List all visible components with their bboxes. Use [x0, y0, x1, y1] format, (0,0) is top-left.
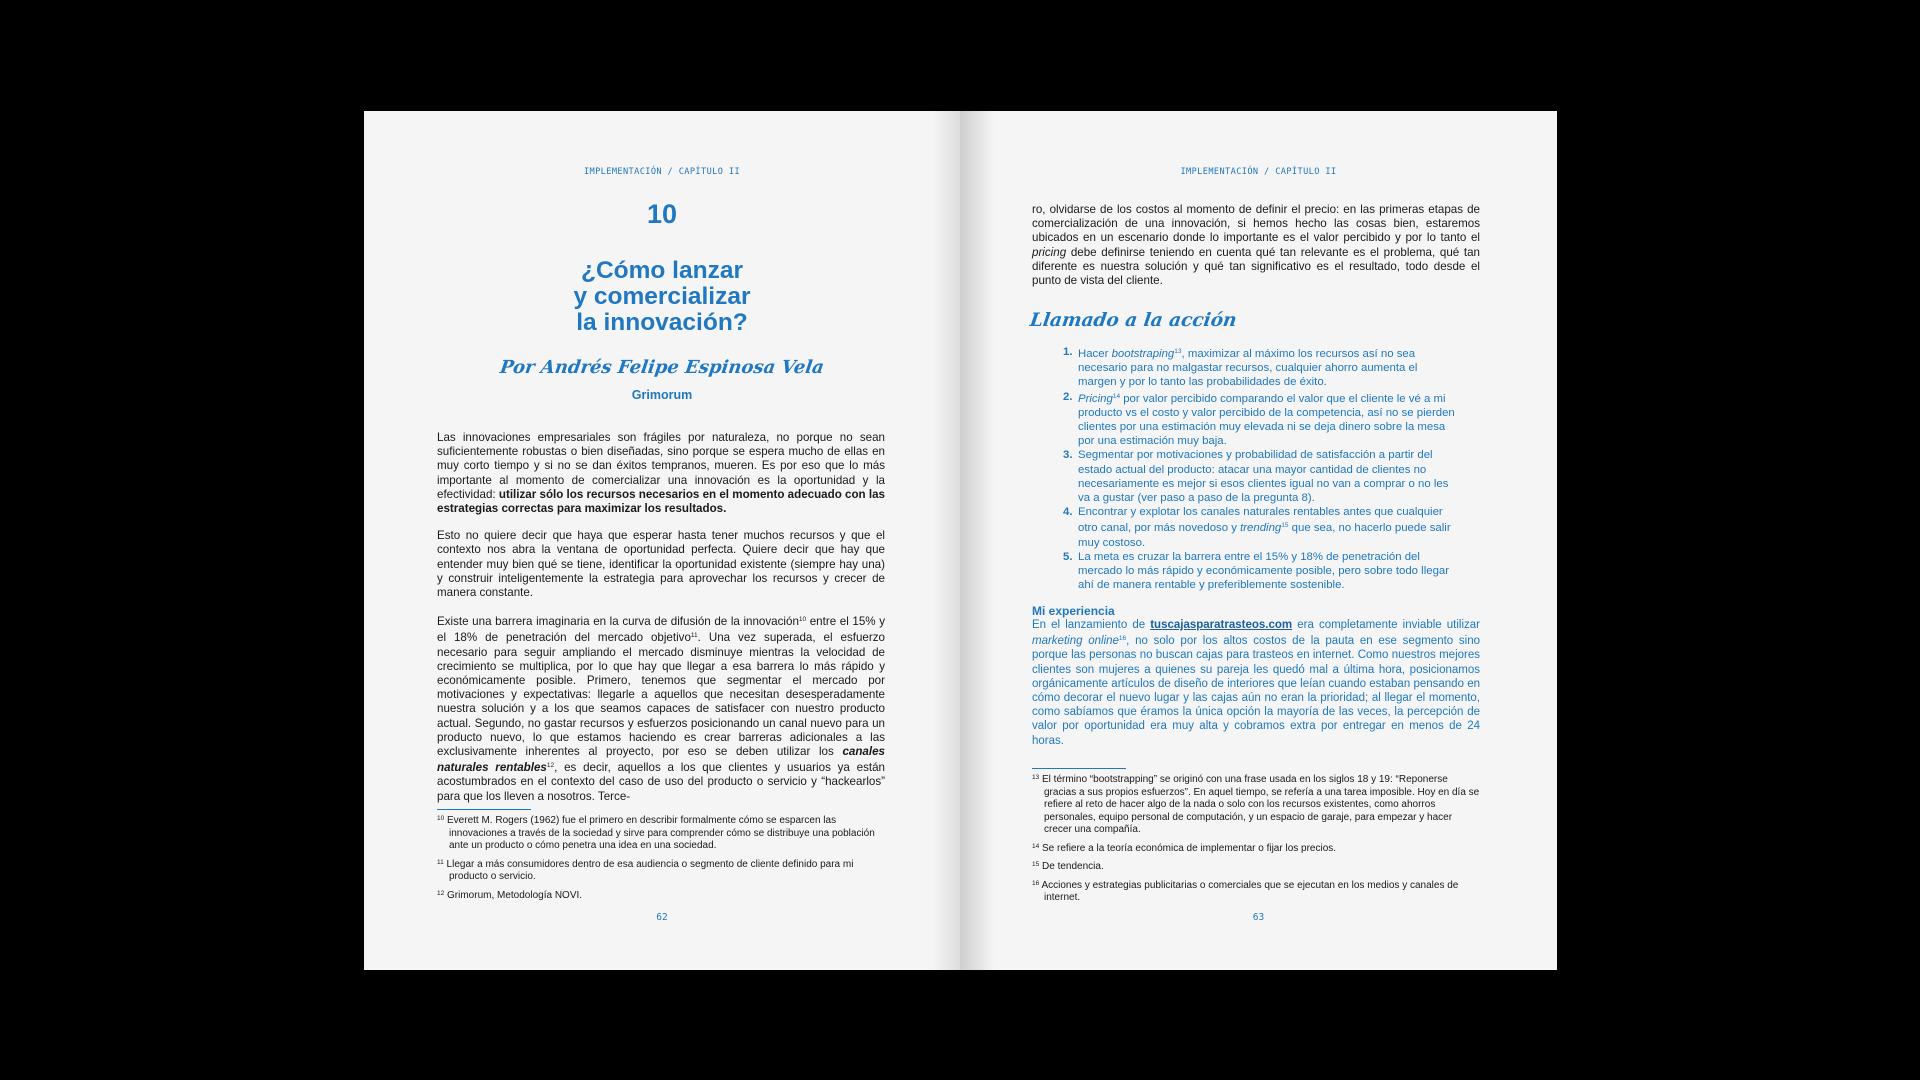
- footnote-number: 15: [1032, 861, 1040, 868]
- left-page: [364, 111, 960, 970]
- list-item: [1063, 550, 1455, 593]
- footnote-ref: 15: [1281, 522, 1289, 530]
- italic-text-run: Pricing: [1078, 392, 1113, 405]
- footnote-ref: 12: [546, 762, 555, 770]
- text-run: Las innovaciones empresariales son frágiles por naturaleza, no porque no sean suficientemente robustas o bien diseñadas, sino porque se espera mucho de ellas en muy corto tiempo y si no se dan éxitos tempranos, mueren. Es por eso que lo más importante al momento de comercializar una innovación es la oportunidad y la efectividad:: [437, 431, 885, 501]
- italic-text-run: bootstraping: [1111, 348, 1175, 360]
- running-head-left: IMPLEMENTACIÓN / CAPÍTULO II: [583, 167, 741, 177]
- footnote-number: 12: [437, 889, 445, 897]
- footnote-number: 16: [1032, 879, 1040, 887]
- right-body-text: [1032, 203, 1480, 301]
- list-number: 3.: [1063, 449, 1073, 462]
- footnote-rule: [437, 809, 531, 810]
- footnotes-left: [437, 813, 885, 906]
- website-link[interactable]: tuscajasparatrasteos.com: [1150, 619, 1293, 631]
- footnote-text: Se refiere a la teoría económica de implementar o fijar los precios.: [1042, 842, 1337, 854]
- book-spread: [364, 111, 1557, 970]
- footnote-text: Everett M. Rogers (1962) fue el primero en describir formalmente cómo se esparcen las innovaciones a través de la sociedad y sirve para comprender cómo se distribuye una población ante un producto o cómo penetra una idea en una sociedad.: [447, 815, 875, 851]
- running-head-right: IMPLEMENTACIÓN / CAPÍTULO II: [1180, 167, 1337, 177]
- text-run: , es decir, aquellos a los que clientes y usuarios ya están acostumbrados en el contexto del caso de uso del producto o servicio y “hackearlos” para que los lleven a nosotros. Terce-: [437, 761, 885, 803]
- author-organization: Grimorum: [631, 388, 693, 402]
- text-run: era completamente inviable utilizar: [1292, 619, 1480, 631]
- chapter-title-line: y comercializar: [573, 283, 751, 310]
- footnote: [1032, 841, 1480, 856]
- footnote: [1032, 859, 1480, 874]
- text-run: , maximizar al máximo los recursos así no sea necesario para no malgastar recursos, cualquier ahorro aumenta el margen y por lo tanto las probabilidades de éxito.: [1078, 348, 1418, 389]
- italic-text-run: marketing online: [1032, 635, 1119, 648]
- footnote-text: Llegar a más consumidores dentro de esa audiencia o segmento de cliente definido para mi producto o servicio.: [446, 858, 854, 882]
- paragraph: [437, 613, 885, 804]
- left-body-text: [437, 431, 885, 817]
- text-run: La meta es cruzar la barrera entre el 15% y 18% de penetración del mercado lo más rápido y económicamente posible, pero sobre todo llegar ahí de manera rentable y preferiblemente sostenible.: [1078, 550, 1450, 592]
- footnote-ref: 11: [690, 632, 698, 640]
- footnote-number: 11: [437, 858, 444, 866]
- text-run: que sea, no hacerlo puede salir muy costoso.: [1078, 522, 1451, 549]
- text-run: por valor percibido comparando el valor que el cliente le vé a mi producto vs el costo y valor percibido de la competencia, así no se pierden clientes por una estimación muy elevada ni se deja dinero sobre la mesa por una estimación muy baja.: [1078, 392, 1455, 448]
- chapter-title-line: ¿Cómo lanzar: [581, 257, 743, 284]
- list-number: 5.: [1063, 550, 1073, 563]
- list-number: 2.: [1063, 390, 1073, 403]
- footnote: [437, 813, 885, 853]
- text-run: Hacer: [1078, 348, 1112, 360]
- bold-text-run: utilizar sólo los recursos necesarios en el momento adecuado con las estrategias correctas para maximizar los resultados.: [437, 487, 885, 516]
- section-title-call-to-action: Llamado a la acción: [1028, 310, 1239, 331]
- footnote: [437, 857, 885, 884]
- footnote-text: Grimorum, Metodología NOVI.: [447, 889, 583, 901]
- text-run: debe definirse teniendo en cuenta qué tan relevante es el problema, qué tan diferente es nuestra solución y qué tan significativo es el resultado, todo desde el punto de vista del cliente.: [1032, 245, 1480, 288]
- text-run: ro, olvidarse de los costos al momento de definir el precio: en las primeras etapas de comercialización de una innovación, si hemos hecho las cosas bien, estaremos ubicados en un escenario donde lo importante es el valor percibido y por lo tanto el: [1032, 203, 1480, 245]
- text-run: Encontrar y explotar los canales naturales rentables antes que cualquier otro canal, por más novedoso y: [1078, 506, 1443, 535]
- action-list: [1063, 345, 1455, 592]
- footnote-number: 10: [437, 815, 445, 822]
- footnote-ref: 14: [1112, 392, 1121, 400]
- chapter-title: [364, 258, 960, 336]
- text-run: entre el 15% y el 18% de penetración del mercado objetivo: [437, 615, 885, 645]
- author-byline: Por Andrés Felipe Espinosa Vela: [498, 357, 826, 378]
- footnote-ref: 16: [1118, 635, 1127, 643]
- footnote-number: 13: [1032, 774, 1040, 781]
- footnotes-right: [1032, 772, 1480, 909]
- right-page: [960, 111, 1557, 970]
- footnote-ref: 13: [1174, 348, 1182, 355]
- page-number-right: 63: [1252, 912, 1265, 923]
- paragraph: [437, 431, 885, 516]
- text-run: En el lanzamiento de: [1032, 619, 1151, 631]
- paragraph: [1032, 203, 1480, 288]
- text-run: Existe una barrera imaginaria en la curva de difusión de la innovación: [437, 615, 799, 629]
- experience-heading: Mi experiencia: [1032, 604, 1115, 618]
- list-item: [1063, 448, 1455, 505]
- text-run: , no solo por los altos costos de la pauta en ese segmento sino porque las personas no buscan cajas para trasteos en internet. Como nuestros mejores clientes son mujeres a quienes su pareja les quedó mal a última hora, posicionamos orgánicamente artículos de diseño de interiores que leían cuando estaban pensando en cómo decorar el nuevo lugar y las cajas aún no eran la prioridad; al llegar el momento, como sabíamos que éramos la única opción la mayoría de las veces, la percepción de valor por oportunidad era muy alta y cobramos extra por entregar en menos de 24 horas.: [1032, 635, 1480, 747]
- italic-text-run: trending: [1240, 522, 1282, 535]
- footnote: [437, 888, 885, 903]
- footnote-rule: [1032, 768, 1126, 769]
- footnote-ref: 10: [798, 616, 807, 624]
- footnote: [1032, 772, 1480, 837]
- list-item: [1063, 390, 1455, 449]
- page-number-left: 62: [656, 912, 668, 923]
- footnote-text: Acciones y estrategias publicitarias o comerciales que se ejecutan en los medios y canales de internet.: [1041, 879, 1459, 903]
- footnote-number: 14: [1032, 842, 1040, 850]
- list-item: [1063, 505, 1455, 550]
- gutter-shadow-right: [960, 111, 994, 970]
- list-item: [1063, 345, 1455, 390]
- footnote: [1032, 878, 1480, 905]
- gutter-shadow-left: [932, 111, 960, 970]
- experience-text: [1032, 618, 1480, 748]
- list-number: 1.: [1063, 346, 1073, 358]
- footnote-text: El término “bootstrapping” se originó con una frase usada en los siglos 18 y 19: “Reponerse gracias a sus propios esfuerzos”. En aquel tiempo, se refería a una tarea imposible. Hoy en día se refiere al reto de hacer algo de la nada o solo con los recursos existentes, como ahorros personales, equipo personal de computación, y un espacio de garaje, para empezar y hacer crecer una compañía.: [1042, 774, 1480, 835]
- bold-italic-text-run: canales naturales rentables: [437, 745, 885, 775]
- list-number: 4.: [1063, 506, 1073, 519]
- chapter-title-line: la innovación?: [576, 309, 748, 336]
- text-run: . Una vez superada, el esfuerzo necesario para seguir ampliando el mercado disminuye mientras la velocidad de crecimiento se multiplica, por lo que hay que llegar a esa barrera lo más rápido y económicamente posible. Primero, tenemos que segmentar el mercado por motivaciones y expectativas: llegarle a aquellos que necesitan desesperadamente nuestra solución y a los que seamos capaces de satisfacer con nuestro producto actual. Segundo, no gastar recursos y esfuerzos posicionando un canal nuevo para un producto nuevo, lo que estamos haciendo es crear barreras adicionales a las exclusivamente inherentes al proyecto, por eso se deben utilizar los: [437, 631, 885, 759]
- footnote-text: De tendencia.: [1042, 861, 1104, 872]
- chapter-number: 10: [646, 199, 678, 229]
- text-run: Segmentar por motivaciones y probabilidad de satisfacción a partir del estado actual del producto: atacar una mayor cantidad de clientes no necesariamente es mejor si esos clientes igual no van a comprar o no les va a gustar (ver paso a paso de la pregunta 8).: [1078, 449, 1449, 505]
- paragraph: Esto no quiere decir que haya que esperar hasta tener muchos recursos y que el contexto nos abra la ventana de oportunidad perfecta. Quiere decir que hay que entender muy bien qué se tiene, identificar la oportunidad existente (siempre hay una) y construir inteligentemente la estrategia para aprovechar los recursos y crecer de manera constante.: [437, 529, 885, 600]
- italic-text-run: pricing: [1032, 245, 1067, 259]
